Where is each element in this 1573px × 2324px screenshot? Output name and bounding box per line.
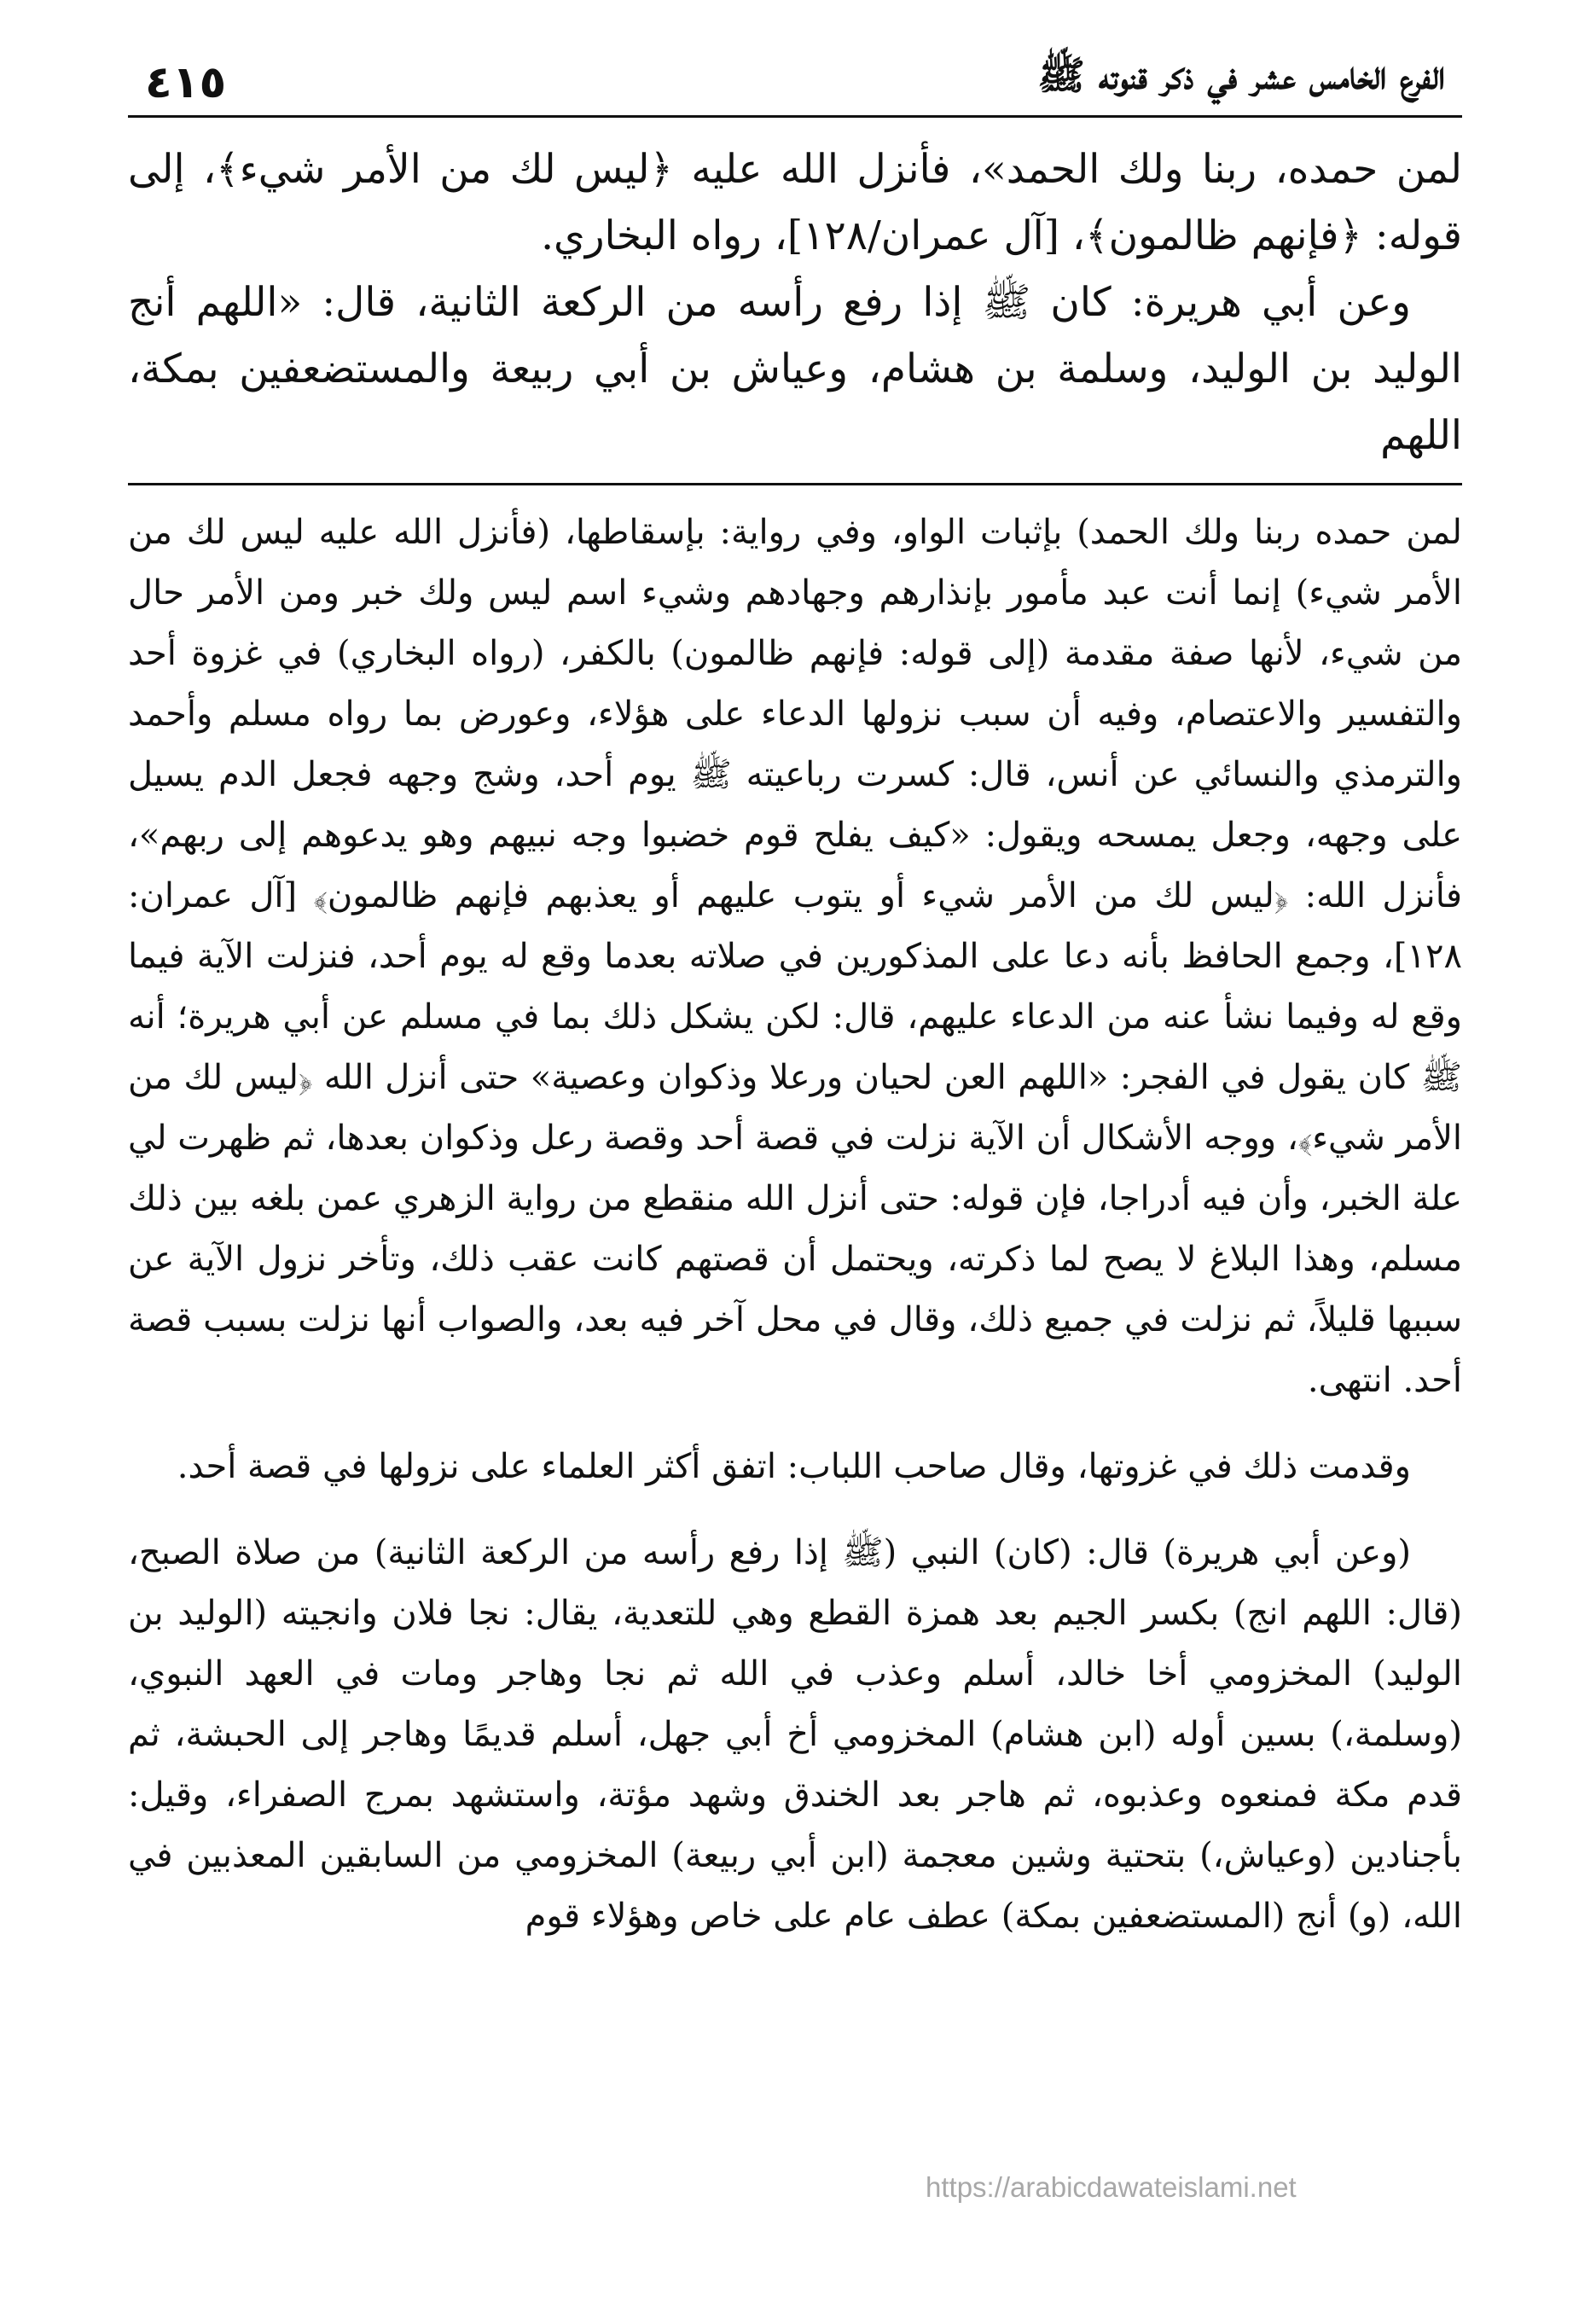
main-text — [128, 137, 1462, 469]
watermark-url: https://arabicdawateislami.net — [926, 2171, 1297, 2203]
commentary-paragraph: (وعن أبي هريرة) قال: (كان) النبي (ﷺ إذا رفع رأسه من الركعة الثانية) من صلاة الصبح، (قال: اللهم انج) بكسر الجيم بعد همزة القطع وهي للتعدية، يقال: نجا فلان وانجيته (الوليد بن الوليد) المخزومي أخا خالد، أسلم وعذب في الله ثم نجا وهاجر ومات في العهد النبوي، (وسلمة،) بسين أوله (ابن هشام) المخزومي أخ أبي جهل، أسلم قديمًا وهاجر إلى الحبشة، ثم قدم مكة فمنعوه وعذبوه، ثم هاجر بعد الخندق وشهد مؤتة، واستشهد بمرج الصفراء، وقيل: بأجنادين (وعياش،) بتحتية وشين معجمة (ابن أبي ربيعة) المخزومي من السابقين المعذبين في الله، (و) أنج (المستضعفين بمكة) عطف عام على خاص وهؤلاء قوم — [128, 1533, 1462, 1936]
commentary-paragraph: وقدمت ذلك في غزوتها، وقال صاحب اللباب: اتفق أكثر العلماء على نزولها في قصة أحد. — [177, 1447, 1411, 1486]
commentary-text — [128, 503, 1462, 1947]
commentary-paragraph: لمن حمده ربنا ولك الحمد) بإثبات الواو، وفي رواية: بإسقاطها، (فأنزل الله عليه ليس لك من الأمر شيء) إنما أنت عبد مأمور بإنذارهم وجهادهم وشيء اسم ليس ولك خبر ومن الأمر حال من شيء، لأنها صفة مقدمة (إلى قوله: فإنهم ظالمون) بالكفر، (رواه البخاري) في غزوة أحد والتفسير والاعتصام، وفيه أن سبب نزولها الدعاء على هؤلاء، وعورض بما رواه مسلم وأحمد والترمذي والنسائي عن أنس، قال: كسرت رباعيته ﷺ يوم أحد، وشج وجهه فجعل الدم يسيل على وجهه، وجعل يمسحه ويقول: «كيف يفلح قوم خضبوا وجه نبيهم وهو يدعوهم إلى ربهم»، فأنزل الله: ﴿ليس لك من الأمر شيء أو يتوب عليهم أو يعذبهم فإنهم ظالمون﴾ [آل عمران: ١٢٨]، وجمع الحافظ بأنه دعا على المذكورين في صلاته بعدما وقع له يوم أحد، فنزلت الآية فيما وقع له وفيما نشأ عنه من الدعاء عليهم، قال: لكن يشكل ذلك بما في مسلم عن أبي هريرة؛ أنه ﷺ كان يقول في الفجر: «اللهم العن لحيان ورعلا وذكوان وعصية» حتى أنزل الله ﴿ليس لك من الأمر شيء﴾، ووجه الأشكال أن الآية نزلت في قصة أحد وقصة رعل وذكوان بعدها، ثم ظهرت لي علة الخبر، وأن فيه أدراجا، فإن قوله: حتى أنزل الله منقطع من رواية الزهري عمن بلغه بين ذلك مسلم، وهذا البلاغ لا يصح لما ذكرته، ويحتمل أن قصتهم كانت عقب ذلك، وتأخر نزول الآية عن سببها قليلاً، ثم نزلت في جميع ذلك، وقال في محل آخر فيه بعد، والصواب أنها نزلت بسبب قصة أحد. انتهى. — [128, 513, 1463, 1400]
main-text-paragraph: لمن حمده، ربنا ولك الحمد»، فأنزل الله عليه ﴿ليس لك من الأمر شيء﴾، إلى قوله: ﴿فإنهم ظالمون﴾، [آل عمران/١٢٨]، رواه البخاري. — [128, 146, 1462, 259]
main-text-paragraph: وعن أبي هريرة: كان ﷺ إذا رفع رأسه من الركعة الثانية، قال: «اللهم أنج الوليد بن الوليد، وسلمة بن هشام، وعياش بن أبي ربيعة والمستضعفين بمكة، اللهم — [128, 279, 1462, 459]
page-number: ٤١٥ — [145, 57, 227, 108]
page-header — [128, 51, 1462, 118]
separator-line — [128, 483, 1462, 485]
running-title: الفرع الخامس عشر في ذكر قنوته ﷺ — [1037, 52, 1445, 98]
